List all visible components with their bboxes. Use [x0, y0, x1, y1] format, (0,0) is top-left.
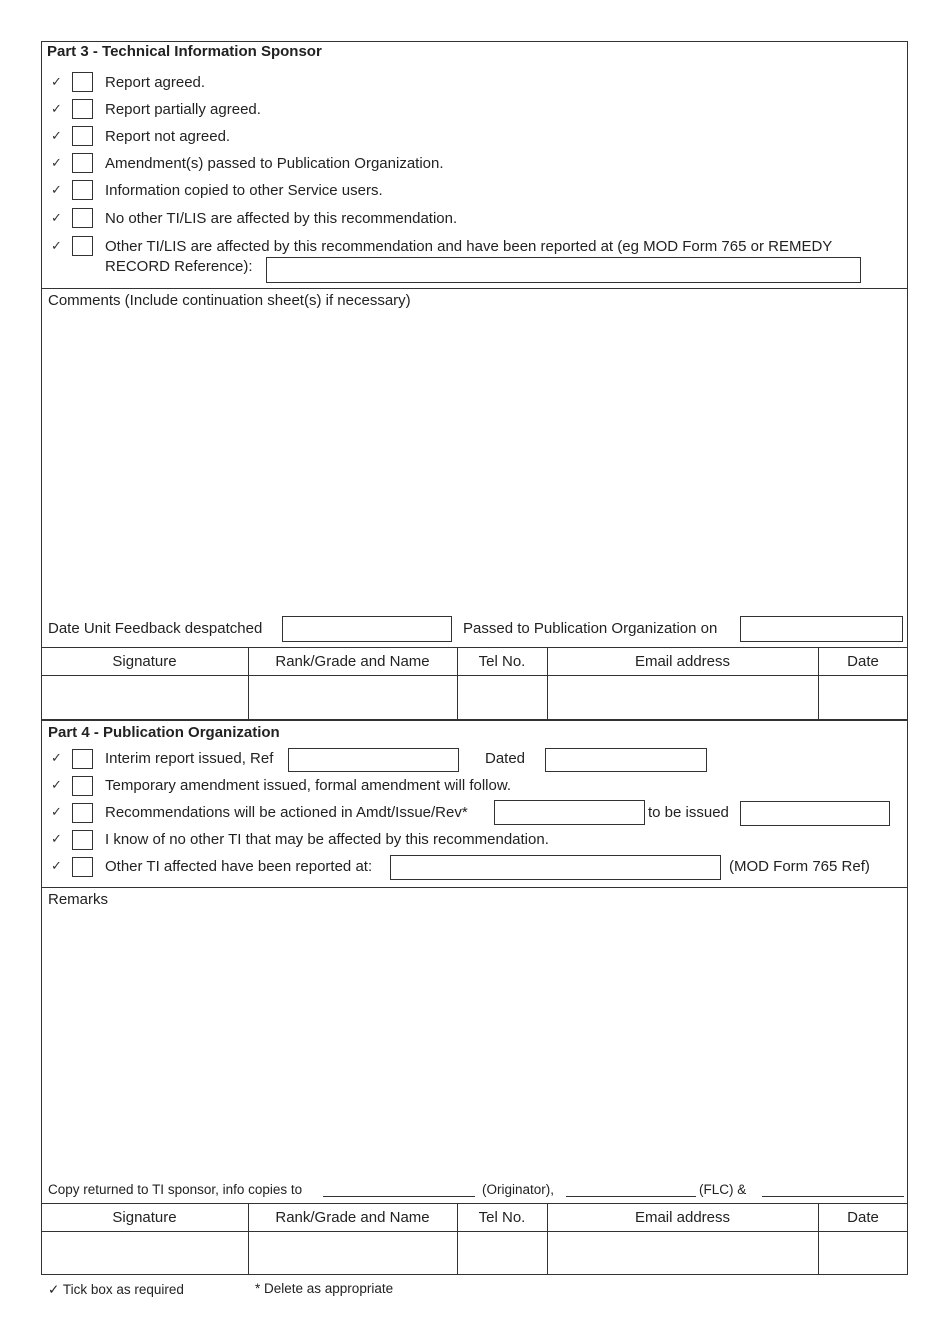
remedy-record-reference-field[interactable]: [266, 257, 861, 283]
tick-icon: ✓: [51, 750, 62, 765]
amdt-issue-rev-field[interactable]: [494, 800, 645, 825]
other-tilis-checkbox[interactable]: [72, 236, 93, 256]
divider: [41, 719, 908, 721]
date-cell[interactable]: [819, 1232, 907, 1274]
signature-cell[interactable]: [42, 1232, 247, 1274]
no-other-ti-label: I know of no other TI that may be affected by this recommendation.: [105, 831, 549, 848]
copy-returned-label: Copy returned to TI sponsor, info copies to: [48, 1182, 303, 1197]
rank-grade-name-header: Rank/Grade and Name: [275, 653, 430, 670]
report-not-agreed-checkbox[interactable]: [72, 126, 93, 146]
tick-icon: ✓: [51, 128, 62, 143]
recommendations-label: Recommendations will be actioned in Amdt/Issue/Rev*: [105, 804, 468, 821]
date-feedback-field[interactable]: [282, 616, 452, 642]
tel-no-cell[interactable]: [458, 676, 546, 718]
date-header: Date: [847, 653, 879, 670]
other-tilis-label-line2: RECORD Reference):: [105, 258, 253, 275]
information-copied-checkbox[interactable]: [72, 180, 93, 200]
remarks-area[interactable]: [44, 912, 904, 1174]
passed-to-pub-label: Passed to Publication Organization on: [463, 620, 718, 637]
no-other-ti-checkbox[interactable]: [72, 830, 93, 850]
interim-ref-field[interactable]: [288, 748, 459, 772]
passed-to-pub-date-field[interactable]: [740, 616, 903, 642]
email-address-header: Email address: [634, 653, 731, 670]
tick-icon: ✓: [51, 804, 62, 819]
tick-box-note: ✓ Tick box as required: [48, 1282, 184, 1297]
rank-grade-name-cell[interactable]: [249, 1232, 456, 1274]
additional-copy-field[interactable]: [762, 1196, 904, 1197]
rank-grade-name-header: Rank/Grade and Name: [275, 1209, 430, 1226]
part3-title-main: Technical Information: [102, 43, 257, 60]
part4-title: Part 4 - Publication Organization: [48, 724, 280, 741]
flc-field[interactable]: [566, 1196, 696, 1197]
date-cell[interactable]: [819, 676, 907, 718]
report-agreed-checkbox[interactable]: [72, 72, 93, 92]
originator-field[interactable]: [323, 1196, 475, 1197]
other-ti-reported-field[interactable]: [390, 855, 721, 880]
temporary-amendment-checkbox[interactable]: [72, 776, 93, 796]
flc-label: (FLC) &: [699, 1182, 747, 1197]
comments-area[interactable]: [44, 314, 904, 610]
tick-icon: ✓: [51, 210, 62, 225]
email-address-header: Email address: [634, 1209, 731, 1226]
part3-title: [47, 43, 322, 61]
rank-grade-name-cell[interactable]: [249, 676, 456, 718]
report-partially-agreed-label: Report partially agreed.: [105, 101, 261, 118]
signature-cell[interactable]: [42, 676, 247, 718]
other-ti-label: Other TI affected have been reported at:: [105, 858, 373, 875]
no-other-tilis-checkbox[interactable]: [72, 208, 93, 228]
tick-icon: ✓: [51, 831, 62, 846]
interim-report-label: Interim report issued, Ref: [105, 750, 274, 767]
divider: [41, 887, 908, 888]
tel-no-header: Tel No.: [478, 1209, 526, 1226]
amendment-passed-checkbox[interactable]: [72, 153, 93, 173]
tick-icon: ✓: [51, 858, 62, 873]
tick-icon: ✓: [51, 74, 62, 89]
part3-title-end: Sponsor: [260, 43, 322, 60]
tel-no-cell[interactable]: [458, 1232, 546, 1274]
tick-icon: ✓: [51, 777, 62, 792]
tick-icon: ✓: [51, 238, 62, 253]
information-copied-label: Information copied to other Service users.: [105, 182, 383, 199]
tick-icon: ✓: [51, 101, 62, 116]
temporary-amendment-label: Temporary amendment issued, formal amendment will follow.: [105, 777, 512, 794]
tick-icon: ✓: [51, 155, 62, 170]
signature-header: Signature: [112, 653, 177, 670]
tick-icon: ✓: [51, 182, 62, 197]
amendment-passed-label: Amendment(s) passed to Publication Organization.: [105, 155, 444, 172]
comments-label: Comments (Include continuation sheet(s) if necessary): [48, 292, 411, 309]
table-line: [41, 1203, 908, 1204]
email-address-cell[interactable]: [548, 1232, 817, 1274]
to-be-issued-label: to be issued: [648, 804, 729, 821]
part3-title-part: Part 3 -: [47, 43, 98, 60]
interim-dated-field[interactable]: [545, 748, 707, 772]
report-partially-agreed-checkbox[interactable]: [72, 99, 93, 119]
remarks-label: Remarks: [48, 891, 109, 908]
report-not-agreed-label: Report not agreed.: [105, 128, 231, 145]
originator-label: (Originator),: [482, 1182, 555, 1197]
table-line: [41, 647, 908, 648]
delete-note: * Delete as appropriate: [255, 1281, 394, 1296]
divider: [41, 288, 908, 289]
mod-form-ref-label: (MOD Form 765 Ref): [729, 858, 870, 875]
no-other-tilis-label: No other TI/LIS are affected by this recommendation.: [105, 210, 458, 227]
email-address-cell[interactable]: [548, 676, 817, 718]
tel-no-header: Tel No.: [478, 653, 526, 670]
signature-header: Signature: [112, 1209, 177, 1226]
other-tilis-label: Other TI/LIS are affected by this recommendation and have been reported at (eg MOD Form 765 or REMEDY: [105, 238, 833, 255]
report-agreed-label: Report agreed.: [105, 74, 206, 91]
other-ti-checkbox[interactable]: [72, 857, 93, 877]
date-feedback-label: Date Unit Feedback despatched: [48, 620, 263, 637]
to-be-issued-field[interactable]: [740, 801, 890, 826]
date-header: Date: [847, 1209, 879, 1226]
recommendations-checkbox[interactable]: [72, 803, 93, 823]
interim-report-checkbox[interactable]: [72, 749, 93, 769]
dated-label: Dated: [485, 750, 526, 767]
